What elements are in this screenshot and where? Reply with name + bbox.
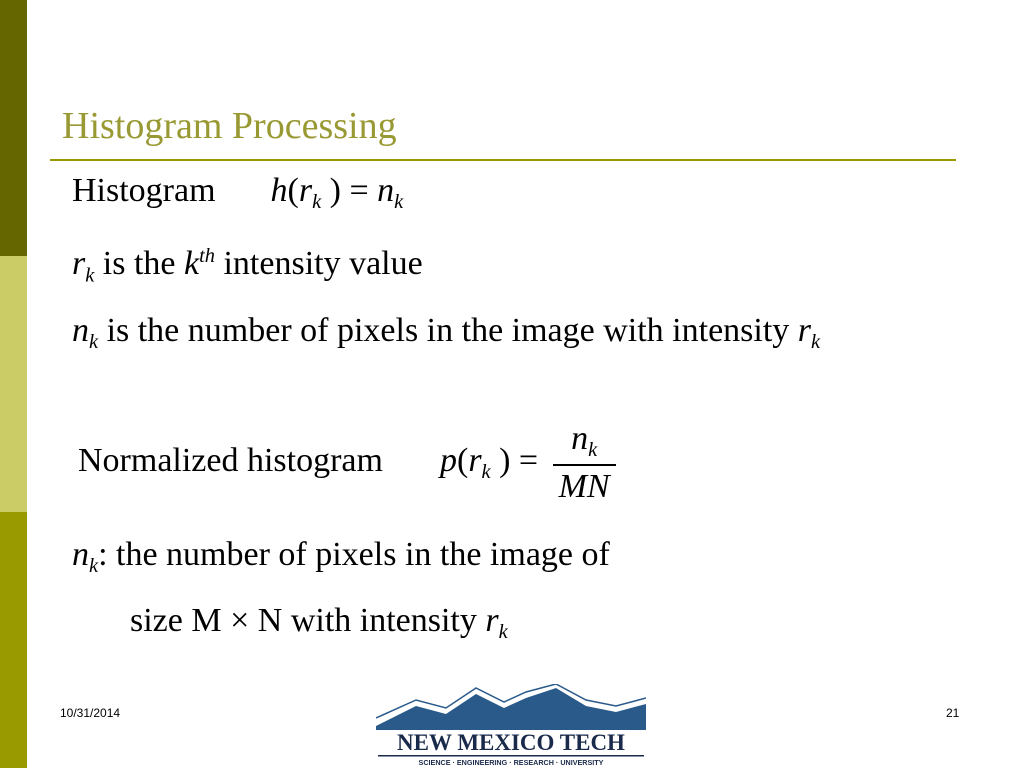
nk-size-definition: $n_k$: the number of pixels in the image of xyxy=(72,536,610,578)
title-underline xyxy=(50,159,956,161)
normalized-label: Normalized histogram xyxy=(78,441,383,479)
slide-title: Histogram Processing xyxy=(62,105,397,147)
histogram-definition: Histogram $h(r_k$ ) = $n_k$ xyxy=(72,172,404,214)
nk-definition: $n_k$ is the number of pixels in the image with intensity $r_k$ xyxy=(72,312,821,354)
new-mexico-tech-logo xyxy=(376,684,646,768)
rk-definition: $r_k$ is the $k^{th}$ intensity value xyxy=(72,245,423,287)
mountain-shape xyxy=(376,688,646,730)
fraction-bar xyxy=(553,464,616,466)
sidebar-light-band xyxy=(0,256,27,512)
page-number: 21 xyxy=(946,706,960,720)
h-symbol: h xyxy=(270,172,288,209)
footer-date: 10/31/2014 xyxy=(60,706,121,720)
sidebar-olive-band xyxy=(0,512,27,768)
histogram-label: Histogram xyxy=(72,172,216,209)
logo-wordmark: NEW MEXICO TECH xyxy=(397,730,625,755)
fraction xyxy=(553,420,616,506)
size-definition: size M × N with intensity $r_k$ xyxy=(130,602,508,644)
logo-tagline: SCIENCE · ENGINEERING · RESEARCH · UNIVERSITY xyxy=(418,758,604,767)
fraction-denominator: MN xyxy=(558,468,610,506)
sidebar-dark-band xyxy=(0,0,27,256)
fraction-numerator: $n_k$ xyxy=(571,420,598,462)
normalized-histogram-definition: Normalized histogram $p(r_k$ ) = $\frac{n_k}{MN}$ xyxy=(78,420,616,506)
